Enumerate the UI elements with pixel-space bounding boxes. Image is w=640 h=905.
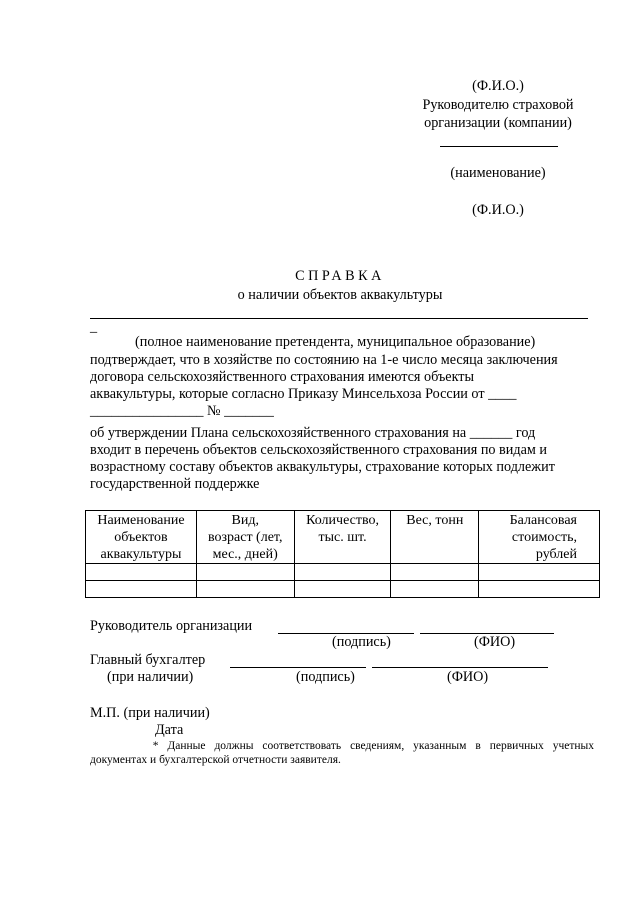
header-balance-value: Балансовая стоимость, рублей <box>479 511 600 564</box>
header-type-age: Вид, возраст (лет, мес., дней) <box>196 511 294 564</box>
table-cell[interactable] <box>479 564 600 581</box>
body-line-6: входит в перечень объектов сельскохозяйственного страхования по видам и <box>90 442 547 458</box>
table-cell[interactable] <box>391 581 479 598</box>
addressee-fio-top: (Ф.И.О.) <box>472 78 524 94</box>
table-cell[interactable] <box>391 564 479 581</box>
applicant-name-line <box>90 318 588 319</box>
header-object-name: Наименование объектов аквакультуры <box>86 511 197 564</box>
table-cell[interactable] <box>294 581 391 598</box>
body-line-5: об утверждении Плана сельскохозяйственного страхования на ______ год <box>90 425 536 441</box>
body-line-8: государственной поддержке <box>90 476 260 492</box>
document-subtitle: о наличии объектов аквакультуры <box>237 287 443 303</box>
date-label: Дата <box>155 722 184 738</box>
head-sign-caption: (подпись) <box>332 634 391 650</box>
table-cell[interactable] <box>294 564 391 581</box>
body-line-1: подтверждает, что в хозяйстве по состоянию на 1-е число месяца заключения <box>90 352 558 368</box>
table-cell[interactable] <box>196 564 294 581</box>
body-line-7: возрастному составу объектов аквакультуры, страхование которых подлежит <box>90 459 555 475</box>
document-title: СПРАВКА <box>295 268 385 284</box>
table-cell[interactable] <box>86 564 197 581</box>
accountant-fio-line[interactable] <box>372 667 548 668</box>
accountant-sign-caption: (подпись) <box>296 669 355 685</box>
header-quantity: Количество, тыс. шт. <box>294 511 391 564</box>
accountant-label: Главный бухгалтер <box>90 652 206 668</box>
table-cell[interactable] <box>86 581 197 598</box>
stamp-label: М.П. (при наличии) <box>90 705 210 721</box>
body-line-2: договора сельскохозяйственного страхования имеются объекты <box>90 369 475 385</box>
body-line-4: ________________ № _______ <box>90 403 274 419</box>
body-line-3: аквакультуры, которые согласно Приказу Минсельхоза России от ____ <box>90 386 517 402</box>
head-label: Руководитель организации <box>90 618 253 634</box>
addressee-line-2: организации (компании) <box>424 115 572 131</box>
accountant-fio-caption: (ФИО) <box>447 669 489 685</box>
table-row <box>86 581 600 598</box>
addressee-blank-line <box>440 146 558 147</box>
organization-label: (наименование) <box>450 165 546 181</box>
table-row <box>86 564 600 581</box>
footnote-line-1: * Данные должны соответствовать сведениям, указанным в первичных учетных <box>152 740 594 752</box>
addressee-fio-bottom: (Ф.И.О.) <box>472 202 524 218</box>
table-cell[interactable] <box>196 581 294 598</box>
accountant-signature-line[interactable] <box>230 667 366 668</box>
aquaculture-table <box>85 510 600 598</box>
applicant-hint: (полное наименование претендента, муниципальное образование) <box>135 334 536 350</box>
addressee-line-1: Руководителю страховой <box>422 97 574 113</box>
footnote-line-2: документах и бухгалтерской отчетности заявителя. <box>90 754 341 766</box>
applicant-dash: _ <box>90 319 98 335</box>
head-fio-caption: (ФИО) <box>474 634 516 650</box>
table-cell[interactable] <box>479 581 600 598</box>
table-header-row <box>86 511 600 564</box>
accountant-note: (при наличии) <box>107 669 194 685</box>
header-weight: Вес, тонн <box>391 511 479 564</box>
